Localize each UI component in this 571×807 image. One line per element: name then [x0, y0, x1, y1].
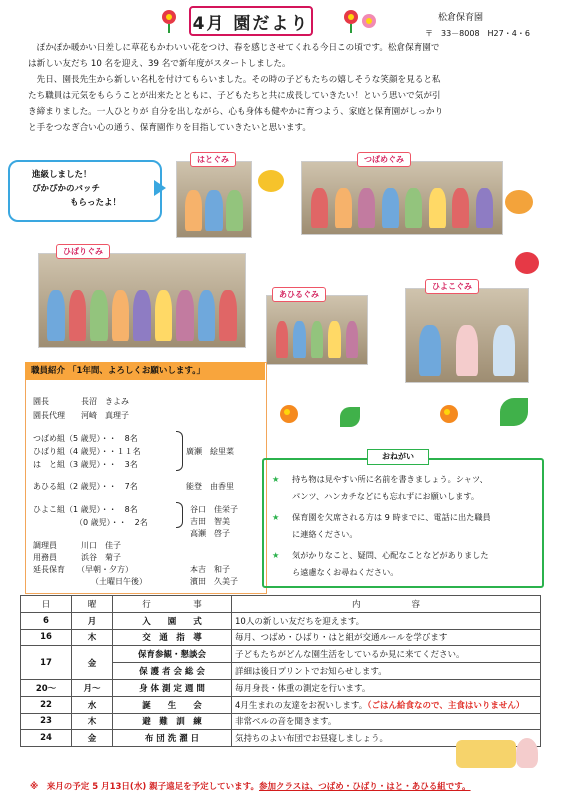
cell-event: 避 難 訓 練 — [113, 713, 232, 730]
content-text: 4月生まれの友達をお祝いします。 — [235, 700, 368, 711]
notice-star: ★ — [272, 512, 280, 522]
footer-underlined: 参加クラスは、つばめ・ひばり・はと・あひる組です。 — [258, 782, 471, 792]
notice-line: に連絡ください。 — [292, 529, 358, 539]
child-figure — [276, 321, 288, 358]
staff-line: ひばり組（4 歳児）・・１１名 — [33, 447, 141, 456]
cell-content — [232, 696, 541, 713]
notice-heading: おねがい — [367, 449, 429, 465]
header-weekday: 曜 — [72, 596, 113, 613]
flower-icon — [362, 14, 376, 28]
photo-ahirugumi — [266, 295, 368, 365]
child-figure — [346, 321, 358, 358]
cell-event: 入 園 式 — [113, 612, 232, 629]
intro-line: 先日、園長先生から新しい名札を付けてもらいました。その時の子どもたちの嬉しそうな笑顔を見ると私 — [28, 75, 441, 85]
child-figure — [311, 321, 323, 358]
notice-line: 持ち物は見やすい所に名前を書きましょう。シャツ、 — [292, 474, 488, 484]
speech-bubble — [8, 160, 162, 222]
class-label-hibari: ひばりぐみ — [56, 244, 110, 259]
tulip-icon — [162, 10, 176, 24]
cell-event: 保育参観・懇談会 — [113, 646, 232, 663]
staff-line: （土曜日午後） — [91, 577, 147, 586]
content-text: 気持ちのよい布団でお昼寝しましょう。 — [235, 734, 389, 745]
table-row — [21, 713, 541, 730]
bracket — [176, 431, 183, 471]
content-text: 子どもたちがどんな園生活をしているか見に来てください。 — [235, 650, 465, 661]
child-figure — [382, 188, 399, 228]
cell-day: 16 — [21, 629, 72, 646]
cell-day: 24 — [21, 730, 72, 747]
bubble-line: ぴかぴかのバッチ — [32, 184, 101, 194]
child-figure — [429, 188, 446, 228]
bus-illustration — [456, 740, 516, 768]
cell-weekday: 月～ — [72, 679, 113, 696]
child-figure — [69, 290, 86, 341]
organization-name: 松倉保育園 — [438, 13, 484, 23]
staff-line: 谷口 佳栄子 — [190, 505, 238, 514]
clover-icon — [500, 398, 528, 426]
tulip-icon — [344, 10, 358, 24]
intro-text — [28, 40, 548, 136]
content-text: 詳細は後日プリントでお知らせします。 — [235, 667, 387, 678]
child-figure — [452, 188, 469, 228]
table-row — [21, 629, 541, 646]
staff-heading: 職員紹介 「1年間、よろしくお願いします。」 — [25, 362, 265, 380]
photo-hiyokogumi — [405, 288, 529, 383]
content-note: （ごはん給食なので、主食はいりません） — [367, 700, 525, 711]
cell-weekday: 金 — [72, 646, 113, 680]
table-row — [21, 696, 541, 713]
page-title: 4月 園だより — [189, 6, 313, 36]
cell-event: 保 護 者 会 総 会 — [113, 663, 232, 680]
notice-star: ★ — [272, 474, 280, 484]
staff-line: 用務員 浜谷 菊子 — [33, 553, 121, 562]
cell-content — [232, 679, 541, 696]
intro-line: ぽかぽか暖かい日差しに草花もかわいい花をつけ、春を感じさせてくれる今日この頃です。松倉保育園で — [28, 43, 440, 53]
staff-line: 園長代理 河崎 真理子 — [33, 411, 129, 420]
child-figure — [328, 321, 340, 358]
photo-hibarigumi — [38, 253, 246, 348]
cell-weekday: 木 — [72, 629, 113, 646]
header-content: 内 容 — [232, 596, 541, 613]
staff-line: 濱田 久美子 — [190, 577, 238, 586]
class-label-hiyoko: ひよこぐみ — [425, 279, 479, 294]
cell-event: 交 通 指 導 — [113, 629, 232, 646]
staff-line: ひよこ組（1 歳児）・・ 8名 — [33, 505, 138, 514]
cell-weekday: 月 — [72, 612, 113, 629]
staff-line: 園長 長沼 きよみ — [33, 397, 129, 406]
child-figure — [219, 290, 236, 341]
table-row — [21, 612, 541, 629]
child-figure — [293, 321, 305, 358]
child-figure — [456, 325, 478, 376]
staff-line: は と組（3 歳児）・・ 3名 — [33, 460, 138, 469]
child-figure — [205, 190, 222, 231]
schedule-table — [20, 595, 541, 747]
content-text: 10人の新しい友だちを迎えます。 — [235, 616, 365, 627]
header-day: 日 — [21, 596, 72, 613]
cell-day: 17 — [21, 646, 72, 680]
child-figure — [226, 190, 243, 231]
child-figure — [90, 290, 107, 341]
table-header-row — [21, 596, 541, 613]
cell-day: 6 — [21, 612, 72, 629]
tulip-stem — [350, 24, 352, 33]
child-figure — [133, 290, 150, 341]
children-figures — [45, 290, 239, 341]
butterfly-icon — [258, 170, 284, 192]
staff-line: 調理員 川口 佳子 — [33, 541, 121, 550]
child-figure — [185, 190, 202, 231]
intro-line: は新しい友だち 10 名を迎え、39 名で新年度がスタートしました。 — [28, 59, 291, 69]
cell-event: 誕 生 会 — [113, 696, 232, 713]
staff-line: （0 歳児）・・ 2名 — [75, 518, 148, 527]
rabbit-icon — [516, 738, 538, 768]
bubble-line: 進級しました！ — [32, 170, 92, 180]
children-figures — [183, 190, 245, 231]
child-figure — [493, 325, 515, 376]
flower-icon — [280, 405, 298, 423]
child-figure — [155, 290, 172, 341]
child-figure — [358, 188, 375, 228]
child-figure — [476, 188, 493, 228]
child-figure — [335, 188, 352, 228]
child-figure — [405, 188, 422, 228]
bee-icon — [505, 190, 533, 214]
tulip-stem — [168, 24, 170, 33]
staff-line: 能登 由香里 — [186, 482, 234, 491]
staff-line: あひる組（2 歳児）・・ 7名 — [33, 482, 138, 491]
content-text: 非常ベルの音を聞きます。 — [235, 717, 337, 728]
cell-content — [232, 713, 541, 730]
child-figure — [112, 290, 129, 341]
class-label-tsubame: つばめぐみ — [357, 152, 411, 167]
footer-note — [30, 780, 471, 792]
cell-event: 身 体 測 定 週 間 — [113, 679, 232, 696]
notice-line: 気がかりなこと、疑問、心配なことなどがありました — [292, 550, 489, 560]
staff-line: 吉田 智美 — [190, 517, 230, 526]
children-figures — [273, 321, 361, 358]
table-row — [21, 646, 541, 663]
footer-text: 来月の予定 5 月13日(水) 親子遠足を予定しています。 — [38, 782, 259, 792]
bracket — [176, 502, 183, 528]
postal-date: 〒 33－8008 H27・4・6 — [425, 29, 530, 38]
cell-content — [232, 646, 541, 663]
intro-line: き締まりました。一人ひとりが 自分を出しながら、心も身体も健やかに育つよう、家庭と保育園がしっかり — [28, 107, 444, 117]
flower-icon — [440, 405, 458, 423]
cell-event: 布 団 洗 濯 日 — [113, 730, 232, 747]
child-figure — [198, 290, 215, 341]
class-label-ahiru: あひるぐみ — [272, 287, 326, 302]
cell-weekday: 水 — [72, 696, 113, 713]
staff-line: 延長保育 （早朝・夕方） — [33, 565, 133, 574]
children-figures — [308, 188, 496, 228]
intro-line: たち職員は元気をもらうことが出来たとともに、子どもたちと共に成長していきたい！という思いで気が引 — [28, 91, 441, 101]
bubble-line: もらったよ！ — [70, 198, 122, 208]
children-figures — [412, 325, 522, 376]
class-label-hato: はとぐみ — [190, 152, 236, 167]
notice-line: ら遠慮なくお尋ねください。 — [292, 567, 399, 577]
content-text: 毎月、つばめ・ひばり・はと組が交通ルールを学びます — [235, 633, 448, 644]
clover-icon — [340, 407, 360, 427]
cell-day: 20～ — [21, 679, 72, 696]
child-figure — [47, 290, 64, 341]
notice-star: ★ — [272, 550, 280, 560]
staff-line: 廣瀬 絵里菜 — [186, 447, 234, 456]
cell-day: 23 — [21, 713, 72, 730]
photo-tsubamegumi — [301, 161, 503, 235]
notice-line: パンツ、ハンカチなどにも忘れずにお願いします。 — [292, 491, 480, 501]
cell-content — [232, 612, 541, 629]
child-figure — [419, 325, 441, 376]
cell-content — [232, 629, 541, 646]
cell-day: 22 — [21, 696, 72, 713]
cell-content — [232, 663, 541, 680]
header-event: 行 事 — [113, 596, 232, 613]
cell-weekday: 木 — [72, 713, 113, 730]
ladybug-icon — [515, 252, 539, 274]
table-row — [21, 679, 541, 696]
cell-weekday: 金 — [72, 730, 113, 747]
child-figure — [311, 188, 328, 228]
photo-hatogumi — [176, 161, 252, 238]
notice-line: 保育園を欠席される方は 9 時までに、電話に出た職員 — [292, 512, 491, 522]
staff-line: 本吉 和子 — [190, 565, 230, 574]
staff-line: つばめ組（5 歳児）・・ 8名 — [33, 434, 138, 443]
intro-line: と手をつなぎ合い心の通う、保育園作りを目指していきたいと思います。 — [28, 123, 311, 133]
footer-mark: ※ — [30, 782, 39, 792]
content-text: 毎月身長・体重の測定を行います。 — [235, 683, 371, 694]
child-figure — [176, 290, 193, 341]
staff-line: 高瀬 啓子 — [190, 529, 230, 538]
